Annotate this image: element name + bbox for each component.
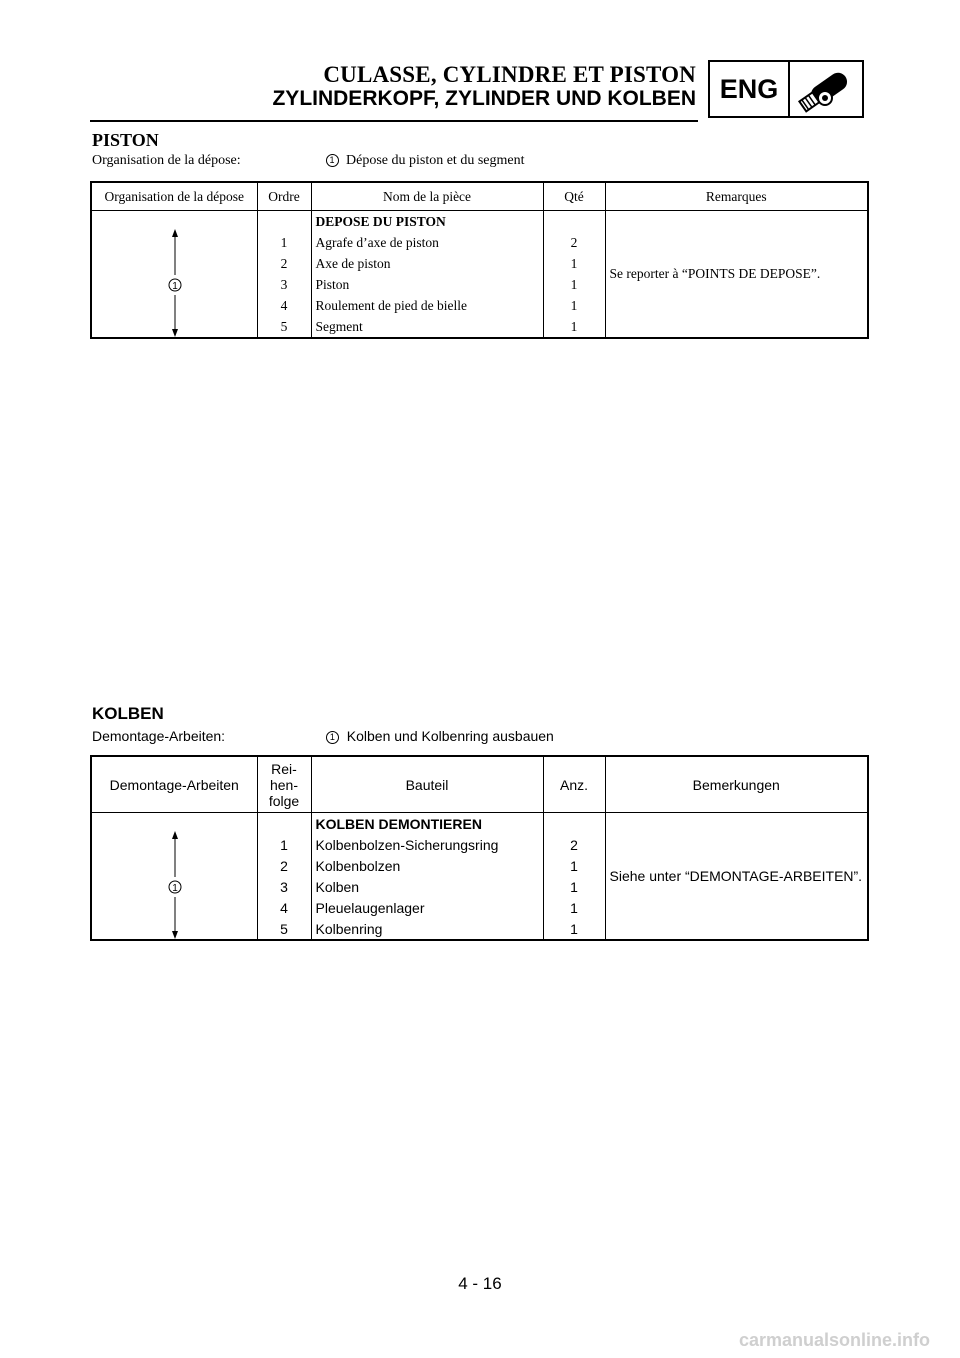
column-header: Bemerkungen xyxy=(605,756,868,813)
part-name-cell: Kolbenbolzen-Sicherungsring xyxy=(311,834,543,855)
order-cell xyxy=(257,211,311,233)
eng-badge xyxy=(708,60,864,118)
wrench-bolt-icon xyxy=(790,62,862,116)
order-cell: 3 xyxy=(257,274,311,295)
qty-cell: 2 xyxy=(543,232,605,253)
part-name-cell: Kolbenbolzen xyxy=(311,855,543,876)
column-header-line: hen- xyxy=(269,776,299,793)
qty-cell: 1 xyxy=(543,876,605,897)
operation-label: Organisation de la dépose: xyxy=(92,153,241,168)
group-title: KOLBEN DEMONTIEREN xyxy=(311,813,543,835)
operation-text: Dépose du piston et du segment xyxy=(346,153,525,168)
column-header: Nom de la pièce xyxy=(311,182,543,211)
column-header-line: Rei- xyxy=(271,760,297,777)
organization-cell xyxy=(91,813,257,941)
order-cell: 2 xyxy=(257,253,311,274)
watermark: carmanualsonline.info xyxy=(738,1330,930,1350)
section-title-piston: PISTON xyxy=(92,130,159,150)
order-cell: 5 xyxy=(257,918,311,940)
column-header: Bauteil xyxy=(311,756,543,813)
column-header-line: folge xyxy=(268,792,300,809)
qty-cell xyxy=(543,211,605,233)
qty-cell xyxy=(543,813,605,835)
order-cell xyxy=(257,813,311,835)
qty-cell: 1 xyxy=(543,918,605,940)
marker-circle: 1 xyxy=(326,731,339,744)
part-name-cell: Agrafe d’axe de piston xyxy=(311,232,543,253)
operation-line-de xyxy=(92,728,554,744)
qty-cell: 1 xyxy=(543,274,605,295)
section-title-kolben: KOLBEN xyxy=(92,704,164,723)
qty-cell: 1 xyxy=(543,316,605,338)
order-cell: 1 xyxy=(257,232,311,253)
part-name-cell: Kolbenring xyxy=(311,918,543,940)
header-title-de: ZYLINDERKOPF, ZYLINDER UND KOLBEN xyxy=(272,87,696,110)
column-header: Remarques xyxy=(605,182,868,211)
remark-cell: Se reporter à “POINTS DE DEPOSE”. xyxy=(605,211,868,339)
parts-table-de xyxy=(90,755,869,941)
table-header-row xyxy=(91,182,868,211)
part-name-cell: Kolben xyxy=(311,876,543,897)
operation-label: Demontage-Arbeiten: xyxy=(92,728,226,744)
column-header-order xyxy=(257,756,311,813)
part-name-cell: Piston xyxy=(311,274,543,295)
eng-badge-label: ENG xyxy=(710,62,790,116)
part-name-cell: Segment xyxy=(311,316,543,338)
order-cell: 1 xyxy=(257,834,311,855)
parts-table-fr xyxy=(90,181,869,339)
page-header xyxy=(90,58,866,124)
column-header: Demontage-Arbeiten xyxy=(91,756,257,813)
order-cell: 4 xyxy=(257,897,311,918)
organization-cell xyxy=(91,211,257,339)
header-rule xyxy=(90,120,698,122)
order-cell: 2 xyxy=(257,855,311,876)
order-cell: 3 xyxy=(257,876,311,897)
part-name-cell: Axe de piston xyxy=(311,253,543,274)
group-marker: 1 xyxy=(172,281,178,292)
group-marker: 1 xyxy=(172,883,178,894)
column-header: Organisation de la dépose xyxy=(91,182,257,211)
header-title-fr: CULASSE, CYLINDRE ET PISTON xyxy=(323,62,696,87)
column-header: Qté xyxy=(543,182,605,211)
table-header-row xyxy=(91,756,868,813)
order-cell: 4 xyxy=(257,295,311,316)
range-arrow-icon xyxy=(92,813,258,939)
page-number: 4 - 16 xyxy=(458,1274,502,1293)
group-title: DEPOSE DU PISTON xyxy=(311,211,543,233)
remark-cell: Siehe unter “DEMONTAGE-ARBEITEN”. xyxy=(605,813,868,941)
order-cell: 5 xyxy=(257,316,311,338)
part-name-cell: Pleuelaugenlager xyxy=(311,897,543,918)
qty-cell: 1 xyxy=(543,855,605,876)
operation-line-fr xyxy=(92,153,524,169)
column-header: Anz. xyxy=(543,756,605,813)
table-row-group xyxy=(91,211,868,233)
qty-cell: 1 xyxy=(543,897,605,918)
operation-text: Kolben und Kolbenring ausbauen xyxy=(346,728,554,744)
part-name-cell: Roulement de pied de bielle xyxy=(311,295,543,316)
table-row-group xyxy=(91,813,868,835)
qty-cell: 1 xyxy=(543,253,605,274)
marker-circle: 1 xyxy=(326,154,339,167)
range-arrow-icon xyxy=(92,211,258,337)
qty-cell: 1 xyxy=(543,295,605,316)
qty-cell: 2 xyxy=(543,834,605,855)
column-header: Ordre xyxy=(257,182,311,211)
